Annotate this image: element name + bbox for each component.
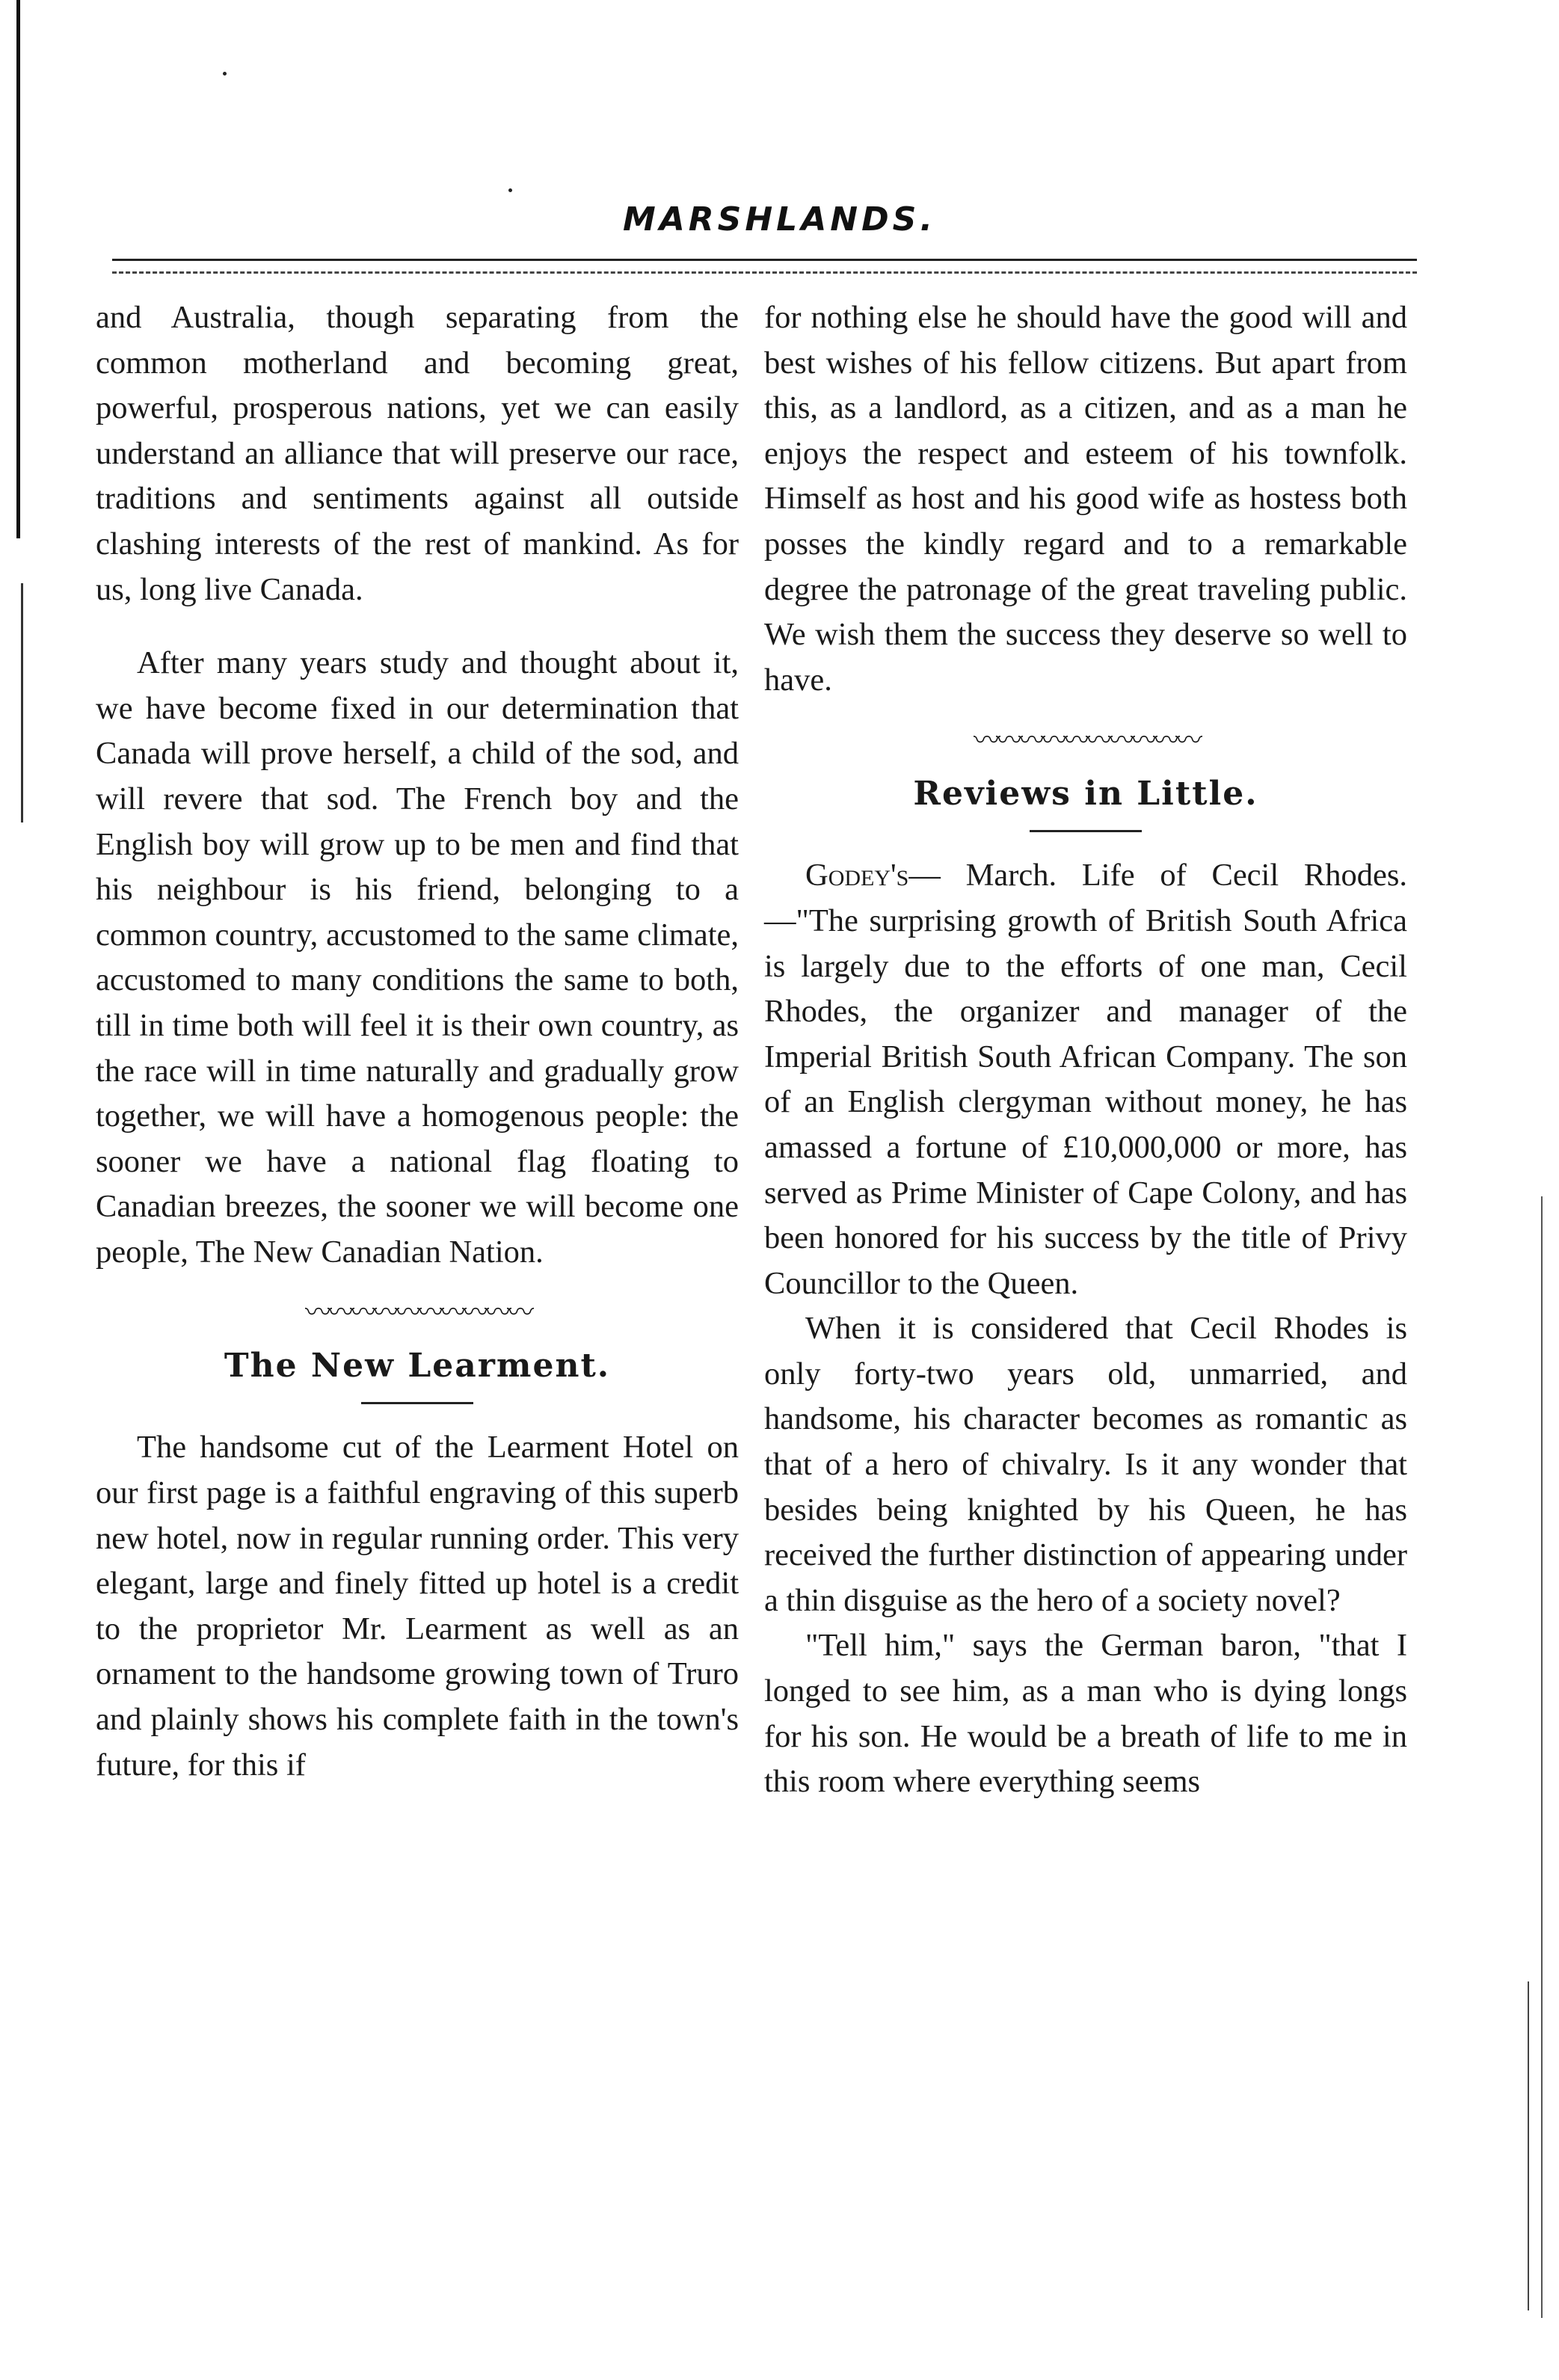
- ornament-divider: 〰〰〰〰〰〰〰〰〰〰: [973, 725, 1198, 756]
- page-edge-right-inner: [1528, 1981, 1529, 2310]
- heading-rule: [361, 1402, 473, 1404]
- speck: [508, 188, 512, 192]
- ornament-divider: 〰〰〰〰〰〰〰〰〰〰: [304, 1297, 529, 1328]
- learment-paragraph: The handsome cut of the Learment Hotel on our first page is a faithful engraving of this superb new hotel, now in regular running order. This very elegant, large and finely fitted up hotel is a credit to the proprietor Mr. Learment as well as an ornament to the handsome growing town of Truro and plainly shows his complete faith in the town's future, for this if: [96, 1430, 739, 1783]
- left-paragraph-2: After many years study and thought about it, we have become fixed in our determination that Canada will prove herself, a child of the sod, and will revere that sod. The French boy and the English boy will grow up to be men and find that his neighbour is his friend, belonging to a common country, accustomed to the same climate, accustomed to many conditions the same to both, till in time both will feel it is their own country, as the race will in time naturally and gradually grow together, we will have a homogenous people: the sooner we have a national flag floating to Canadian breezes, the sooner we will become one people, The New Canadian Nation.: [96, 645, 739, 1270]
- header-rule: [112, 259, 1417, 274]
- section-heading-reviews: Reviews in Little.: [913, 775, 1258, 814]
- section-heading-new-learment: The New Learment.: [224, 1347, 611, 1386]
- page-header: MARSHLANDS.: [622, 200, 937, 239]
- review-paragraph-3: "Tell him," says the German baron, "that I longed to see him, as a man who is dying longs for his son. He would be a breath of life to me in this room where everything seems: [764, 1628, 1407, 1800]
- review-source: Godey's: [805, 858, 909, 894]
- page-edge-right: [1541, 1196, 1543, 2318]
- left-column: [96, 295, 739, 1788]
- review-paragraph: [764, 853, 1407, 1306]
- speck: [223, 72, 227, 76]
- review-paragraph-2: When it is considered that Cecil Rhodes is only forty-two years old, unmarried, and handsome, his character becomes as romantic as that of a hero of chivalry. Is it any wonder that besides being knighted by his Queen, he has received the further distinction of appearing under a thin disguise as the hero of a society novel?: [764, 1311, 1407, 1618]
- left-paragraph-1: and Australia, though separating from the common motherland and becoming great, powerful, prosperous nations, yet we can easily understand an alliance that will preserve our race, traditions and sentiments against all outside clashing interests of the rest of mankind. As for us, long live Canada.: [96, 300, 739, 607]
- right-column: [764, 295, 1407, 1805]
- page-edge-left-lower: [21, 583, 23, 822]
- review-text: — March. Life of Cecil Rhodes.—"The surprising growth of British South Africa is largely due to the efforts of one man, Cecil Rhodes, the organizer and manager of the Imperial British South African Company. The son of an English clergyman without money, he has amassed a fortune of £10,000,000 or more, has served as Prime Minister of Cape Colony, and has been honored for his success by the title of Privy Councillor to the Queen.: [764, 858, 1407, 1301]
- right-continuation: for nothing else he should have the good will and best wishes of his fellow citizens. But apart from this, as a landlord, as a citizen, and as a man he enjoys the respect and esteem of his townfolk. Himself as host and his good wife as hostess both posses the kindly regard and to a remarkable degree the patronage of the great traveling public. We wish them the success they deserve so well to have.: [764, 300, 1407, 698]
- heading-rule: [1030, 830, 1142, 832]
- page-edge-left: [16, 0, 20, 538]
